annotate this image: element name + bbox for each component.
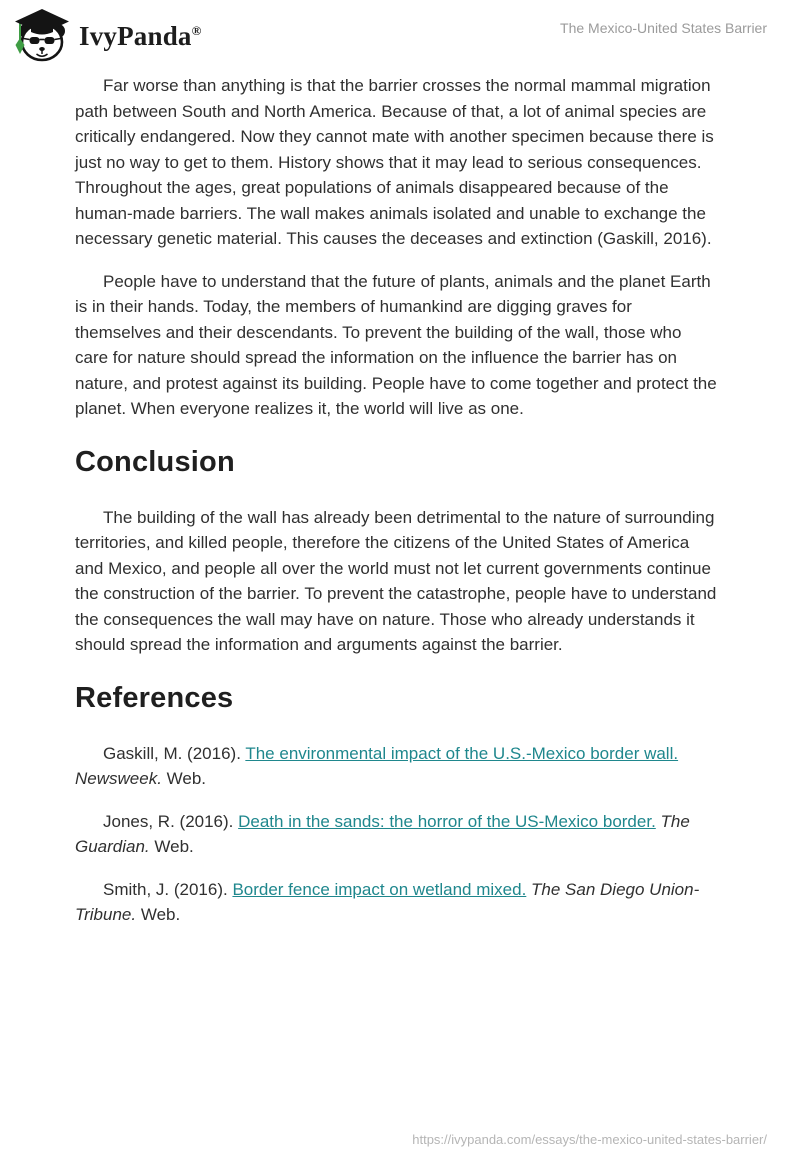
essay-paragraph: People have to understand that the future of plants, animals and the planet Earth is in their hands. Today, the members of humankind are digging graves for themselves and their descendants. To prevent the building of the wall, those who care for nature should spread the information on the influence the barrier has on nature, and protest against its building. People have to come together and protect the planet. When everyone realizes it, the world will live as one. (75, 271, 717, 418)
reference-authors: Gaskill, M. (2016). (103, 743, 246, 763)
conclusion-paragraph: The building of the wall has already been detrimental to the nature of surrounding territories, and killed people, therefore the citizens of the United States of America and Mexico, and people all over the world must not let current governments continue the construction of the barrier. To prevent the catastrophe, people have to understand the consequences the wall may have on nature. Those who already understands it should spread the information and arguments against the barrier. (75, 507, 717, 654)
reference-authors: Smith, J. (2016). (103, 879, 233, 899)
reference-item (75, 741, 718, 792)
reference-link[interactable]: Border fence impact on wetland mixed. (232, 879, 527, 899)
reference-suffix: Web. (161, 769, 207, 788)
reference-source: The Guardian. (75, 811, 690, 856)
page-header (0, 0, 800, 62)
panda-graduate-icon (14, 8, 70, 64)
reference-suffix: Web. (149, 837, 194, 856)
essay-paragraph: Far worse than anything is that the barrier crosses the normal mammal migration path between South and North America. Because of that, a lot of animal species are critically endangered. Now they cannot mate with another specimen because there is just no way to get to them. History shows that it may lead to serious consequences. Throughout the ages, great populations of animals disappeared because of the human-made barriers. The wall makes animals isolated and unable to exchange the necessary genetic material. This causes the deceases and extinction (Gaskill, 2016). (75, 76, 714, 248)
references-heading: References (75, 681, 234, 714)
reference-link[interactable]: Death in the sands: the horror of the US-Mexico border. (238, 811, 656, 831)
registered-trademark: ® (191, 22, 202, 38)
brand-name: IvyPanda® (79, 20, 202, 51)
reference-source: The San Diego Union-Tribune. (75, 879, 700, 924)
ivypanda-logo-link[interactable] (14, 8, 202, 64)
reference-authors: Jones, R. (2016). (103, 811, 239, 831)
reference-item (75, 877, 718, 928)
reference-link[interactable]: The environmental impact of the U.S.-Mexico border wall. (245, 743, 679, 763)
source-url: https://ivypanda.com/essays/the-mexico-united-states-barrier/ (412, 1132, 767, 1147)
document-title: The Mexico-United States Barrier (560, 20, 767, 36)
conclusion-heading: Conclusion (75, 445, 235, 478)
essay-content (75, 73, 718, 928)
reference-suffix: Web. (136, 905, 181, 924)
reference-item (75, 809, 718, 860)
reference-source: Newsweek. (75, 769, 162, 788)
